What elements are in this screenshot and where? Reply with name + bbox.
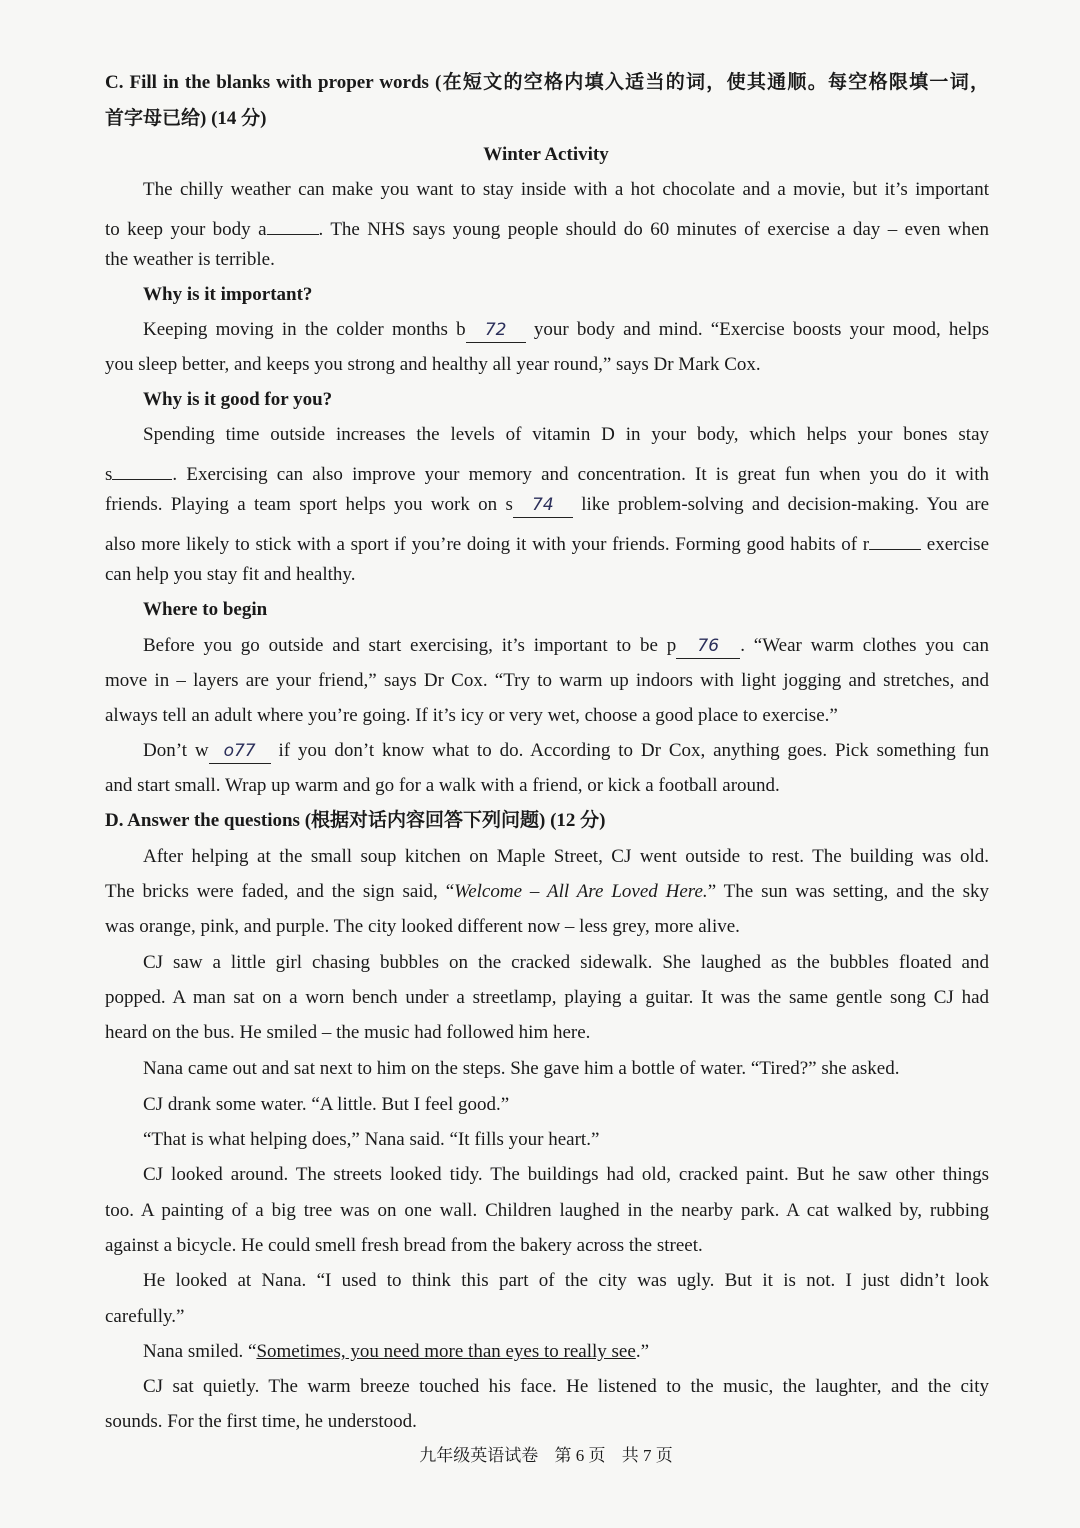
paragraph-line: CJ drank some water. “A little. But I feel good.” <box>143 1094 510 1115</box>
paragraph-line <box>105 492 989 518</box>
paragraph-line <box>105 527 989 558</box>
subheading: Where to begin <box>143 599 268 620</box>
subheading: Why is it good for you? <box>143 389 333 410</box>
text-run: Before you go outside and start exercising, it’s important to be p <box>143 635 677 656</box>
blank-76[interactable]: 76 <box>676 636 740 659</box>
paragraph-line: popped. A man sat on a worn bench under a streetlamp, playing a guitar. It was the same gentle song CJ had <box>105 987 989 1008</box>
text-run: your body and mind. “Exercise boosts your mood, helps <box>533 319 990 340</box>
paragraph-line: CJ sat quietly. The warm breeze touched his face. He listened to the music, the laughter, and the city <box>143 1376 989 1397</box>
text-run: . “Wear warm clothes you can <box>740 635 989 656</box>
page-footer <box>0 1443 1080 1469</box>
blank-71[interactable] <box>267 212 319 235</box>
section-c-heading: C. Fill in the blanks with proper words (在短文的空格内填入适当的词，使其通顺。每空格限填一词， <box>105 72 989 93</box>
paragraph-line: always tell an adult where you’re going. If it’s icy or very wet, choose a good place to exercise.” <box>105 705 838 726</box>
paragraph-line <box>143 633 989 659</box>
text-run: if you don’t know what to do. According to Dr Cox, anything goes. Pick something fun <box>278 740 989 761</box>
subheading: Why is it important? <box>143 284 313 305</box>
page-number: 第 6 页 <box>554 1446 606 1465</box>
page-total: 共 7 页 <box>621 1446 673 1465</box>
text-run: friends. Playing a team sport helps you work on s <box>105 494 513 515</box>
text-run: Nana smiled. “ <box>143 1341 257 1362</box>
paragraph-line: too. A painting of a big tree was on one wall. Children laughed in the nearby park. A cat walked by, rubbing <box>105 1200 989 1221</box>
text-run: ” The sun was setting, and the sky <box>707 881 990 902</box>
paragraph-line: CJ saw a little girl chasing bubbles on the cracked sidewalk. She laughed as the bubbles floated and <box>143 952 989 973</box>
text-run: . The NHS says young people should do 60 minutes of exercise a day – even when <box>318 219 990 240</box>
paragraph-line: was orange, pink, and purple. The city looked different now – less grey, more alive. <box>105 916 740 937</box>
paragraph-line: against a bicycle. He could smell fresh bread from the bakery across the street. <box>105 1235 703 1256</box>
paragraph-line: heard on the bus. He smiled – the music had followed him here. <box>105 1022 591 1043</box>
text-run: to keep your body a <box>105 219 267 240</box>
paragraph-line: Spending time outside increases the levels of vitamin D in your body, which helps your bones stay <box>143 424 989 445</box>
section-c-heading-cont: 首字母已给) (14 分) <box>105 108 267 129</box>
text-run: also more likely to stick with a sport if you’re doing it with your friends. Forming good habits of r <box>105 534 870 555</box>
paragraph-line <box>143 1339 989 1365</box>
paragraph-line: the weather is terrible. <box>105 249 275 270</box>
text-run: Keeping moving in the colder months b <box>143 319 466 340</box>
blank-72[interactable]: 72 <box>466 320 526 343</box>
blank-73[interactable] <box>112 457 172 480</box>
blank-75[interactable] <box>869 527 921 550</box>
passage-title: Winter Activity <box>483 144 609 165</box>
text-run: The bricks were faded, and the sign said, “ <box>105 881 455 902</box>
paragraph-line: and start small. Wrap up warm and go for a walk with a friend, or kick a football around. <box>105 775 780 796</box>
paragraph-line: can help you stay fit and healthy. <box>105 564 356 585</box>
exam-name: 九年级英语试卷 <box>419 1446 539 1465</box>
sign-text: Welcome – All Are Loved Here. <box>454 881 708 902</box>
text-run: like problem-solving and decision-making. You are <box>581 494 990 515</box>
paragraph-line <box>143 738 989 764</box>
blank-74[interactable]: 74 <box>513 495 573 518</box>
paragraph-line: sounds. For the first time, he understood. <box>105 1411 417 1432</box>
text-run: . Exercising can also improve your memory and concentration. It is great fun when you do it with <box>172 464 989 485</box>
paragraph-line: move in – layers are your friend,” says Dr Cox. “Try to warm up indoors with light jogging and stretches, and <box>105 670 989 691</box>
paragraph-line: CJ looked around. The streets looked tidy. The buildings had old, cracked paint. But he saw other things <box>143 1164 989 1185</box>
paragraph-line <box>143 317 989 343</box>
underlined-sentence: Sometimes, you need more than eyes to really see <box>256 1341 636 1362</box>
text-run: .” <box>635 1341 649 1362</box>
text-run: Don’t w <box>143 740 209 761</box>
paragraph-line: After helping at the small soup kitchen on Maple Street, CJ went outside to rest. The building was old. <box>143 846 989 867</box>
paragraph-line <box>105 212 989 243</box>
paragraph-line: Nana came out and sat next to him on the steps. She gave him a bottle of water. “Tired?” she asked. <box>143 1058 900 1079</box>
paragraph-line <box>105 457 989 488</box>
paragraph-line: He looked at Nana. “I used to think this part of the city was ugly. But it is not. I just didn’t look <box>143 1270 989 1291</box>
paragraph-line <box>105 879 989 905</box>
paragraph-line: “That is what helping does,” Nana said. “It fills your heart.” <box>143 1129 600 1150</box>
paragraph-line: carefully.” <box>105 1306 185 1327</box>
section-d-heading: D. Answer the questions (根据对话内容回答下列问题) (12 分) <box>105 810 606 831</box>
paragraph-line: you sleep better, and keeps you strong and healthy all year round,” says Dr Mark Cox. <box>105 354 761 375</box>
blank-77[interactable]: o77 <box>209 741 271 764</box>
paragraph-line: The chilly weather can make you want to stay inside with a hot chocolate and a movie, but it’s important <box>143 179 989 200</box>
text-run: exercise <box>926 534 990 555</box>
text-run: s <box>105 464 113 485</box>
